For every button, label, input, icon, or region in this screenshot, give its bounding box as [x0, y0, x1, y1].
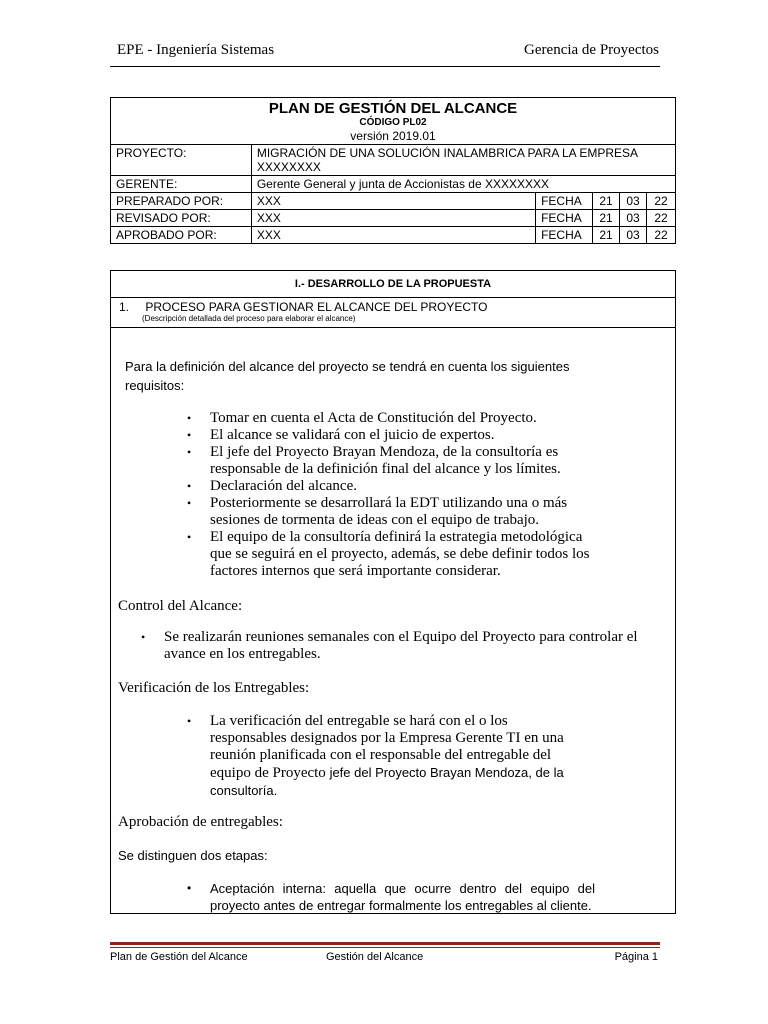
proposal-section [110, 270, 676, 914]
approved-label: APROBADO POR: [111, 227, 252, 244]
stages-intro: Se distinguen dos etapas: [118, 848, 268, 863]
prepared-value: XXX [251, 193, 535, 210]
control-list [164, 629, 664, 663]
verification-line: • La verificación del entregable se hará con el o los [210, 713, 508, 729]
plan-title: PLAN DE GESTIÓN DEL ALCANCE [268, 100, 518, 117]
subsection-title-text: PROCESO PARA GESTIONAR EL ALCANCE DEL PROYECTO [145, 300, 488, 314]
footer-rule-thick [110, 942, 660, 945]
plan-code: CÓDIGO PL02 [359, 117, 427, 128]
footer-center: Gestión del Alcance [326, 951, 424, 963]
requirements-list [210, 410, 660, 580]
footer-left: Plan de Gestión del Alcance [110, 951, 248, 963]
verification-line: consultoría. [210, 783, 278, 798]
control-item [164, 629, 664, 663]
requirement-item: • Declaración del alcance. [210, 478, 660, 495]
requirement-item [210, 444, 660, 478]
intro-line2: requisitos: [125, 378, 185, 393]
verification-line-sans: jefe del Proyecto Brayan Mendoza, de la [329, 765, 564, 780]
section-title: I.- DESARROLLO DE LA PROPUESTA [111, 271, 675, 298]
verification-title: Verificación de los Entregables: [118, 680, 310, 696]
header-right: Gerencia de Proyectos [524, 42, 659, 58]
reviewed-label: REVISADO POR: [111, 210, 252, 227]
subsection-number: 1. [119, 300, 130, 314]
stage-line: proyecto antes de entregar formalmente los entregables al cliente. [210, 898, 592, 913]
plan-title-cell [111, 98, 676, 145]
control-line: • Se realizarán reuniones semanales con el Equipo del Proyecto para controlar el [164, 629, 638, 645]
verification-line: responsables designados por la Empresa Gerente TI en una [210, 730, 564, 746]
project-value-line1: MIGRACIÓN DE UNA SOLUCIÓN INALAMBRICA PARA LA EMPRESA [256, 146, 639, 160]
date-year: 22 [646, 210, 675, 227]
stages-list [210, 880, 595, 914]
stage-item [210, 880, 595, 914]
footer-rule-thin [110, 947, 660, 948]
header-rule [110, 66, 660, 67]
date-day: 21 [593, 210, 620, 227]
date-label: FECHA [536, 210, 593, 227]
manager-label: GERENTE: [111, 176, 252, 193]
control-title: Control del Alcance: [118, 598, 243, 614]
date-month: 03 [620, 210, 647, 227]
verification-line-serif: equipo de Proyecto [210, 765, 330, 781]
date-day: 21 [593, 227, 620, 244]
manager-value: Gerente General y junta de Accionistas de XXXXXXXX [251, 176, 675, 193]
date-label: FECHA [536, 193, 593, 210]
requirement-line: sesiones de tormenta de ideas con el equipo de trabajo. [210, 512, 540, 528]
date-day: 21 [593, 193, 620, 210]
footer-page-number: Página 1 [614, 951, 658, 963]
subsection-header [111, 298, 675, 328]
requirement-item [210, 495, 660, 529]
plan-info-table [110, 97, 676, 244]
verification-line [210, 764, 660, 782]
requirement-line: • El equipo de la consultoría definirá la estrategia metodológica [210, 529, 583, 545]
approved-value: XXX [251, 227, 535, 244]
intro-line1: Para la definición del alcance del proyecto se tendrá en cuenta los siguientes [125, 359, 570, 374]
date-label: FECHA [536, 227, 593, 244]
date-month: 03 [620, 227, 647, 244]
plan-version: versión 2019.01 [350, 129, 436, 143]
requirement-item: • El alcance se validará con el juicio de expertos. [210, 427, 660, 444]
date-year: 22 [646, 227, 675, 244]
requirement-line: responsable de la definición final del alcance y los límites. [210, 461, 561, 477]
requirement-line: factores internos que será importante considerar. [210, 563, 501, 579]
control-line: avance en los entregables. [164, 646, 321, 662]
prepared-label: PREPARADO POR: [111, 193, 252, 210]
project-label: PROYECTO: [111, 145, 252, 176]
reviewed-value: XXX [251, 210, 535, 227]
project-value [251, 145, 675, 176]
requirement-item: • Tomar en cuenta el Acta de Constitución del Proyecto. [210, 410, 660, 427]
verification-list [210, 713, 660, 799]
approval-title: Aprobación de entregables: [118, 814, 283, 830]
requirement-line: que se seguirá en el proyecto, además, se debe definir todos los [210, 546, 590, 562]
header-left: EPE - Ingeniería Sistemas [117, 42, 275, 58]
requirement-line: • El jefe del Proyecto Brayan Mendoza, de la consultoría es [210, 444, 559, 460]
verification-line: reunión planificada con el responsable del entregable del [210, 747, 552, 763]
verification-item [210, 713, 660, 799]
requirement-item [210, 529, 660, 580]
stage-line: • Aceptación interna: aquella que ocurre dentro del equipo del [210, 881, 595, 896]
date-month: 03 [620, 193, 647, 210]
subsection-desc: (Descripción detallada del proceso para elaborar el alcance) [142, 314, 356, 323]
subsection-title [119, 300, 487, 314]
date-year: 22 [646, 193, 675, 210]
requirement-line: • Posteriormente se desarrollará la EDT utilizando una o más [210, 495, 568, 511]
project-value-line2: XXXXXXXX [256, 160, 321, 174]
